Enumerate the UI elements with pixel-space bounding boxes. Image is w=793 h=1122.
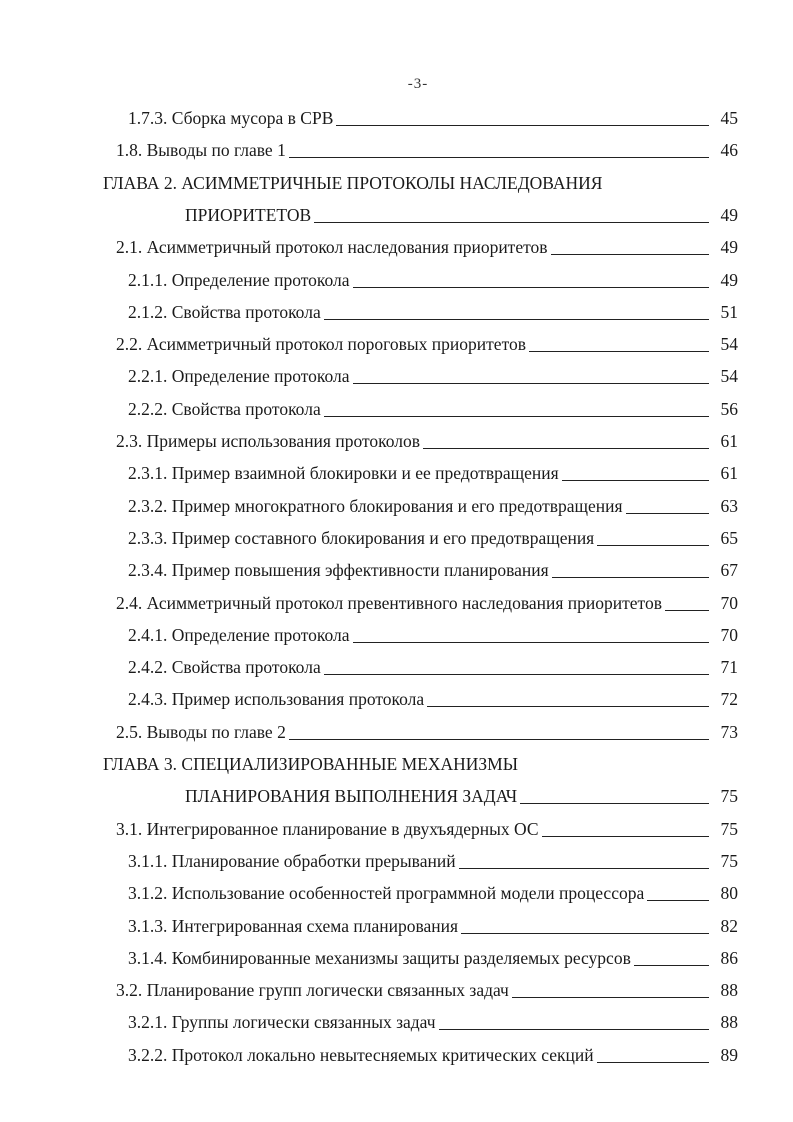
- toc-leader-line: [459, 868, 709, 869]
- toc-entry: [0, 235, 793, 267]
- toc-entry-title: 2.1. Асимметричный протокол наследования приоритетов: [116, 237, 548, 258]
- toc-entry: [0, 655, 793, 687]
- toc-leader-line: [336, 125, 709, 126]
- toc-entry-title: 1.7.3. Сборка мусора в СРВ: [128, 108, 334, 128]
- toc-entry-title: 2.3.2. Пример многократного блокирования и его предотвращения: [128, 495, 623, 516]
- toc-leader-line: [353, 287, 709, 288]
- toc-page-number: 67: [720, 560, 738, 581]
- toc-entry: [0, 300, 793, 332]
- toc-page-number: 49: [720, 204, 738, 225]
- toc-leader-line: [427, 706, 709, 707]
- toc-entry-title: 2.3.3. Пример составного блокирования и его предотвращения: [128, 527, 595, 548]
- toc-leader-line: [597, 1062, 709, 1063]
- toc-entry-title: 3.1.4. Комбинированные механизмы защиты разделяемых ресурсов: [128, 947, 631, 968]
- toc-page-number: 86: [720, 947, 738, 968]
- toc-page-number: 75: [720, 786, 738, 807]
- toc-page-number: 56: [720, 398, 738, 419]
- toc-entry-title: 2.1.1. Определение протокола: [128, 269, 350, 290]
- toc-entry: [0, 461, 793, 493]
- toc-page-number: 54: [720, 334, 738, 355]
- toc-entry-title: ГЛАВА 2. АСИММЕТРИЧНЫЕ ПРОТОКОЛЫ НАСЛЕДОВАНИЯ: [103, 172, 603, 193]
- toc-entry-title: 2.2.2. Свойства протокола: [128, 398, 321, 419]
- toc-leader-line: [289, 157, 709, 158]
- toc-entry-title: 3.2.1. Группы логически связанных задач: [128, 1012, 436, 1033]
- toc-leader-line: [626, 513, 709, 514]
- toc-entry-title: 2.1.2. Свойства протокола: [128, 301, 321, 322]
- toc-entry: [0, 268, 793, 300]
- toc-entry-title: 3.1.3. Интегрированная схема планирования: [128, 915, 459, 936]
- toc-entry: [0, 623, 793, 655]
- toc-page-number: 70: [720, 624, 738, 645]
- toc-entry-title: 3.1.1. Планирование обработки прерываний: [128, 850, 456, 871]
- toc-leader-line: [324, 416, 709, 417]
- toc-leader-line: [314, 222, 709, 223]
- toc-page-number: 82: [720, 915, 738, 936]
- toc-entry-title: 2.3.4. Пример повышения эффективности планирования: [128, 560, 549, 581]
- toc-entry-title: 1.8. Выводы по главе 1: [116, 140, 286, 161]
- toc-entry: [0, 784, 793, 816]
- toc-entry: [0, 720, 793, 752]
- toc-leader-line: [647, 900, 709, 901]
- toc-entry-title: 2.4.1. Определение протокола: [128, 624, 350, 645]
- toc-entry: [0, 138, 793, 170]
- toc-leader-line: [439, 1029, 709, 1030]
- toc-entry: [0, 591, 793, 623]
- toc-leader-line: [423, 448, 709, 449]
- toc-entry: [0, 332, 793, 364]
- toc-page-number: 75: [720, 818, 738, 839]
- toc-entry-title: 3.2. Планирование групп логически связанных задач: [116, 980, 509, 1001]
- toc-page-number: 71: [720, 657, 738, 678]
- toc-leader-line: [665, 610, 709, 611]
- toc-page-number: 61: [720, 463, 738, 484]
- toc-entry: [0, 397, 793, 429]
- toc-entry: [0, 881, 793, 913]
- toc-page-number: 54: [720, 366, 738, 387]
- toc-page-number: 89: [720, 1044, 738, 1065]
- toc-entry: [0, 817, 793, 849]
- toc-page-number: 46: [720, 140, 738, 161]
- toc-page-number: 45: [720, 108, 738, 128]
- toc-page-number: 75: [720, 850, 738, 871]
- toc-entry: [0, 106, 793, 138]
- toc-entry: [0, 1043, 793, 1075]
- toc-entry-title: 2.2. Асимметричный протокол пороговых приоритетов: [116, 334, 527, 355]
- toc-entry-title: 2.3.1. Пример взаимной блокировки и ее предотвращения: [128, 463, 559, 484]
- toc-leader-line: [520, 803, 709, 804]
- toc-entry: [0, 849, 793, 881]
- toc-page-number: 73: [720, 721, 738, 742]
- toc-entry-title: ГЛАВА 3. СПЕЦИАЛИЗИРОВАННЫЕ МЕХАНИЗМЫ: [103, 754, 519, 774]
- toc-page-number: 51: [720, 301, 738, 322]
- toc-entry: [0, 526, 793, 558]
- toc-entry: [0, 946, 793, 978]
- toc-entry-title: 2.3. Примеры использования протоколов: [116, 431, 421, 451]
- toc-page-number: 70: [720, 592, 738, 613]
- toc-entry: [0, 364, 793, 396]
- toc-leader-line: [542, 836, 709, 837]
- toc-entry-title: 2.4. Асимметричный протокол превентивного наследования приоритетов: [116, 592, 662, 613]
- toc-leader-line: [552, 577, 709, 578]
- toc-leader-line: [324, 319, 709, 320]
- toc-entry: [0, 203, 793, 235]
- toc-entry: [0, 558, 793, 590]
- toc-entry: [0, 494, 793, 526]
- toc-leader-line: [634, 965, 709, 966]
- toc-leader-line: [289, 739, 709, 740]
- toc-entry: [0, 687, 793, 719]
- toc-entry-title: 3.1.2. Использование особенностей программной модели процессора: [128, 883, 645, 904]
- page-number: -3-: [407, 76, 429, 92]
- toc-heading: [0, 171, 793, 203]
- toc-leader-line: [353, 383, 709, 384]
- toc-page-number: 72: [720, 689, 738, 710]
- toc-entry-title: 2.4.3. Пример использования протокола: [128, 689, 425, 710]
- toc-entry-title: 3.2.2. Протокол локально невытесняемых критических секций: [128, 1044, 594, 1065]
- toc-entry-title: 3.1. Интегрированное планирование в двухъядерных ОС: [116, 818, 539, 839]
- toc-entry: [0, 1010, 793, 1042]
- toc-leader-line: [353, 642, 709, 643]
- toc-leader-line: [597, 545, 709, 546]
- toc-page-number: 49: [720, 237, 738, 258]
- toc-page-number: 61: [720, 431, 738, 451]
- toc-entry-title: ПЛАНИРОВАНИЯ ВЫПОЛНЕНИЯ ЗАДАЧ: [185, 786, 518, 807]
- toc-page-number: 63: [720, 495, 738, 516]
- toc-entry: [0, 429, 793, 461]
- toc-page-number: 65: [720, 527, 738, 548]
- toc-leader-line: [562, 480, 709, 481]
- toc-entry: [0, 914, 793, 946]
- toc-leader-line: [512, 997, 709, 998]
- toc-entry-title: 2.5. Выводы по главе 2: [116, 721, 286, 742]
- toc-entry-title: 2.4.2. Свойства протокола: [128, 657, 321, 678]
- toc-page-number: 88: [720, 1012, 738, 1033]
- toc-leader-line: [551, 254, 709, 255]
- toc-entry: [0, 978, 793, 1010]
- toc-page-number: 88: [720, 980, 738, 1001]
- toc-page-number: 49: [720, 269, 738, 290]
- toc-leader-line: [324, 674, 709, 675]
- toc-entry-title: 2.2.1. Определение протокола: [128, 366, 350, 387]
- toc-leader-line: [461, 933, 709, 934]
- toc-heading: [0, 752, 793, 784]
- toc-page-number: 80: [720, 883, 738, 904]
- toc-leader-line: [529, 351, 709, 352]
- toc-entry-title: ПРИОРИТЕТОВ: [185, 204, 312, 225]
